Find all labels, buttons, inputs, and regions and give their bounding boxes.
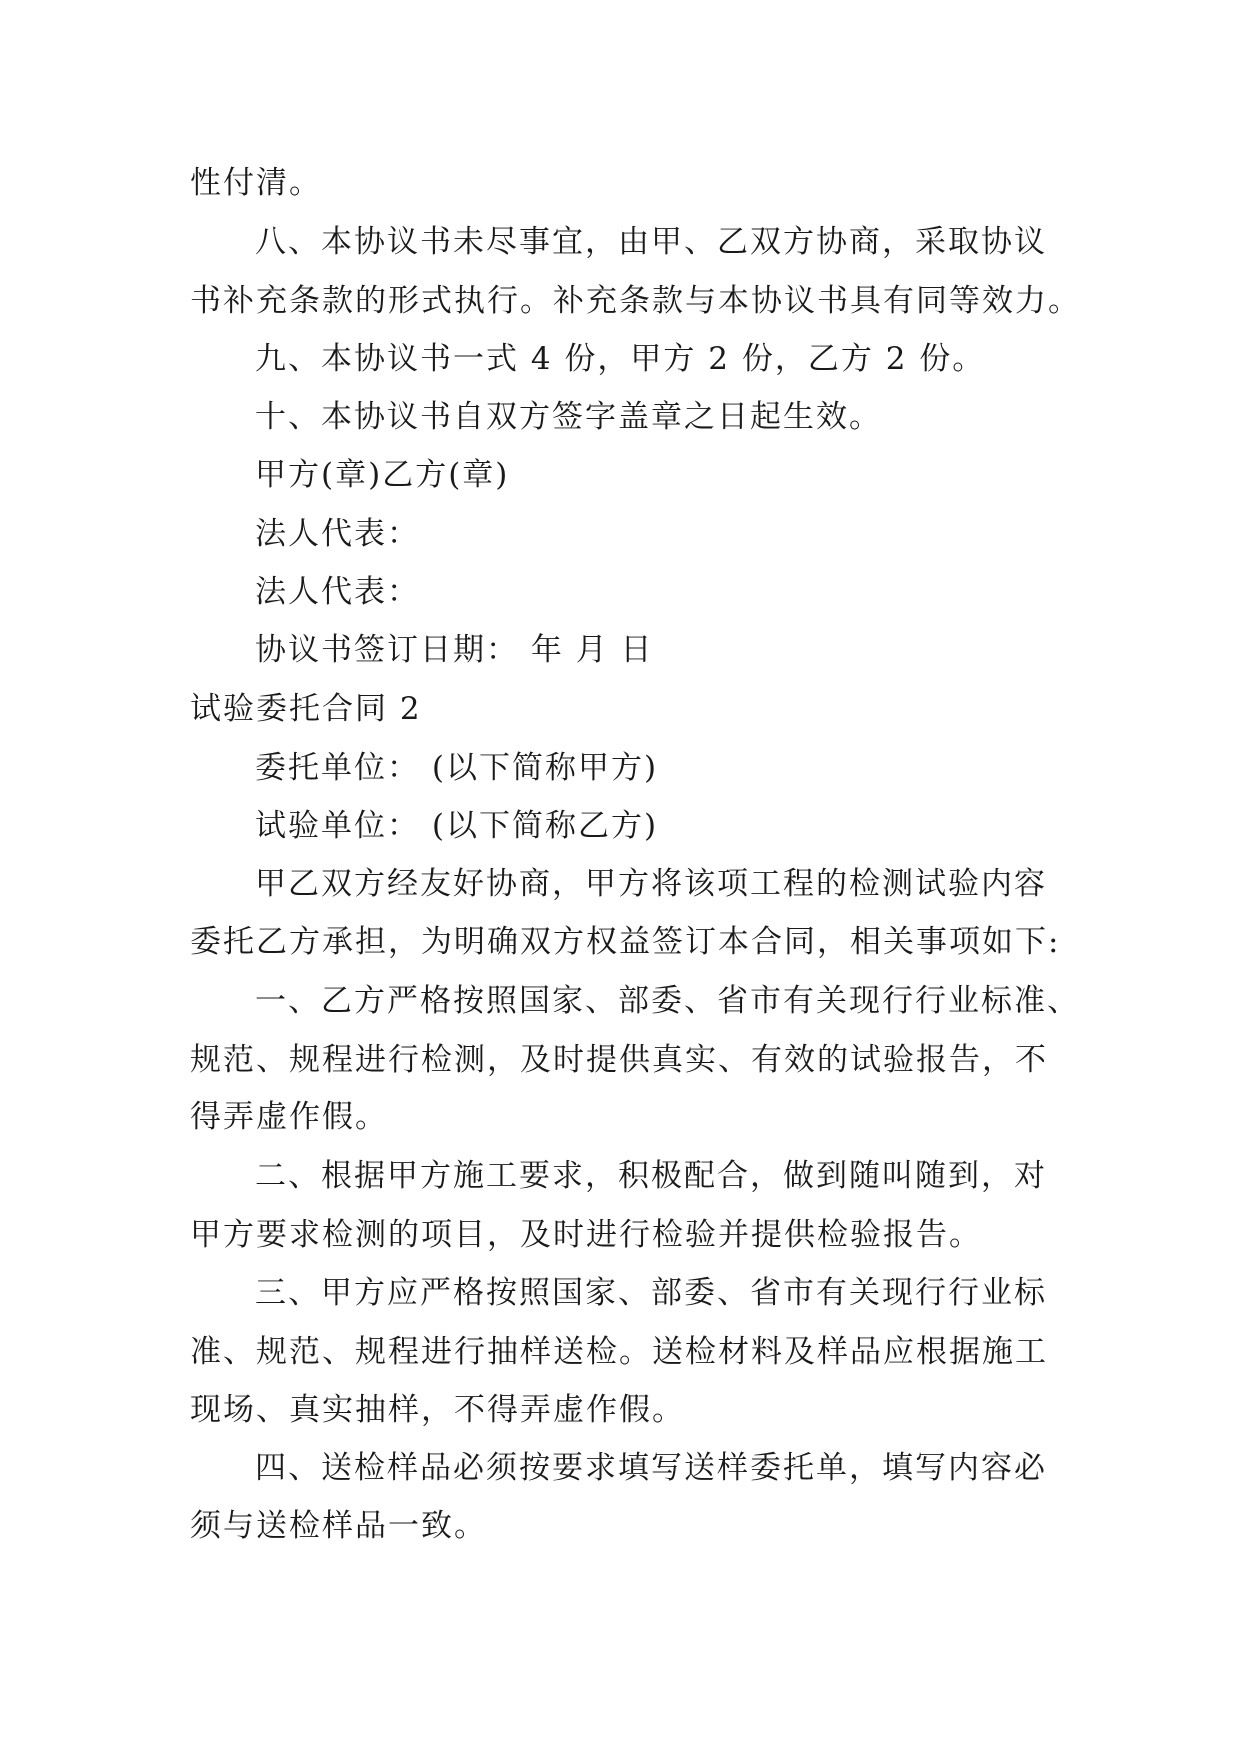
clause-8-line-1: 八、本协议书未尽事宜，由甲、乙双方协商，采取协议: [255, 224, 1047, 260]
preamble-line-2: 委托乙方承担，为明确双方权益签订本合同，相关事项如下:: [190, 924, 1061, 960]
clause-2-line-1: 二、根据甲方施工要求，积极配合，做到随叫随到，对: [255, 1158, 1047, 1194]
clause-3-line-1: 三、甲方应严格按照国家、部委、省市有关现行行业标: [255, 1275, 1047, 1311]
text-line: 性付清。: [190, 165, 322, 201]
clause-8-line-2: 书补充条款的形式执行。补充条款与本协议书具有同等效力。: [190, 283, 1081, 319]
clause-3-line-2: 准、规范、规程进行抽样送检。送检材料及样品应根据施工: [190, 1334, 1048, 1370]
preamble-line-1: 甲乙双方经友好协商，甲方将该项工程的检测试验内容: [255, 866, 1047, 902]
clause-4-line-1: 四、送检样品必须按要求填写送样委托单，填写内容必: [255, 1450, 1047, 1486]
signing-date-line: 协议书签订日期： 年 月 日: [255, 632, 654, 668]
legal-rep-line-2: 法人代表：: [255, 574, 420, 610]
seal-line: 甲方(章)乙方(章): [255, 457, 510, 493]
clause-2-line-2: 甲方要求检测的项目，及时进行检验并提供检验报告。: [190, 1217, 982, 1253]
clause-4-line-2: 须与送检样品一致。: [190, 1508, 487, 1544]
clause-10: 十、本协议书自双方签字盖章之日起生效。: [255, 399, 882, 435]
clause-1-line-2: 规范、规程进行检测，及时提供真实、有效的试验报告，不: [190, 1042, 1048, 1078]
clause-1-line-1: 一、乙方严格按照国家、部委、省市有关现行行业标准、: [255, 983, 1080, 1019]
client-unit-line: 委托单位： (以下简称甲方): [255, 750, 659, 786]
clause-3-line-3: 现场、真实抽样，不得弄虚作假。: [190, 1392, 685, 1428]
clause-1-line-3: 得弄虚作假。: [190, 1099, 388, 1135]
testing-unit-line: 试验单位： (以下简称乙方): [255, 808, 659, 844]
contract-2-title: 试验委托合同 2: [190, 691, 422, 727]
clause-9: 九、本协议书一式 4 份，甲方 2 份，乙方 2 份。: [255, 341, 986, 377]
legal-rep-line-1: 法人代表：: [255, 516, 420, 552]
